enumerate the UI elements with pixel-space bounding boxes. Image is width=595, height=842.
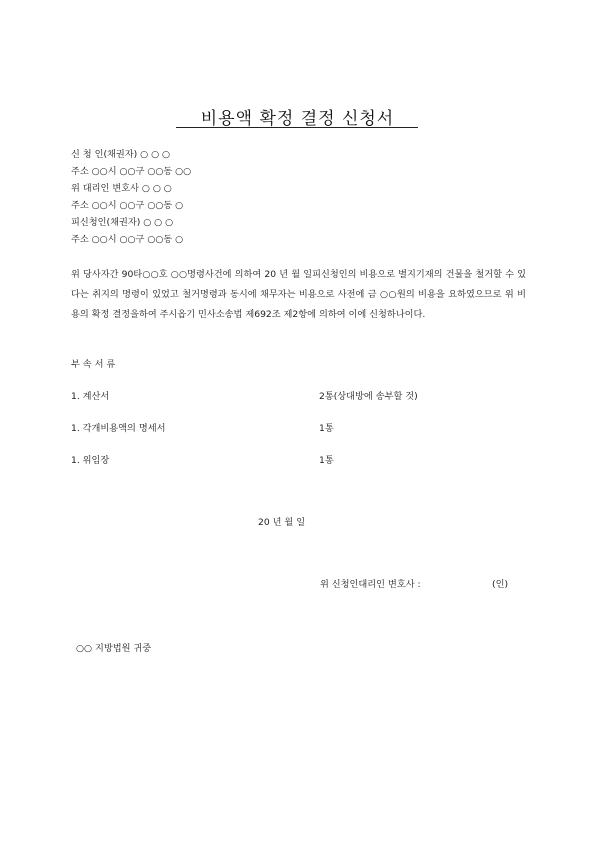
attachment-count: 1통 — [319, 423, 334, 434]
attachment-count: 1통 — [319, 455, 334, 466]
attachment-count: 2통(상대방에 송부할 것) — [319, 391, 418, 402]
seal-mark: (인) — [492, 579, 509, 590]
attorney-address: 주소 ○○시 ○○구 ○○동 ○ — [71, 200, 184, 211]
attachments-heading: 부 속 서 류 — [71, 359, 116, 370]
applicant-address: 주소 ○○시 ○○구 ○○동 ○○ — [71, 166, 192, 177]
attachment-name: 1. 각개비용액의 명세서 — [71, 423, 166, 434]
document-title: 비용액 확정 결정 신청서 — [200, 109, 395, 129]
court-addressee: ○○ 지방법원 귀중 — [76, 643, 152, 654]
signature-label: 위 신청인대리인 변호사 : — [320, 579, 421, 590]
application-body: 위 당사자간 90타○○호 ○○명령사건에 의하여 20 년 월 일피신청인의 비용으로 별지기재의 건물을 철거할 수 있다는 취지의 명령이 있었고 철거명령과 동시에 채무자는 비용으로 사전에 금 ○○원의 비용을 요하였으므로 위 비용의 확정 결정을하여 주시옵기 민사소송법 제692조 제2항에 의하여 이에 신청하나이다. — [71, 269, 526, 320]
attachment-name: 1. 계산서 — [71, 391, 110, 402]
title-underline — [176, 127, 418, 128]
attachment-name: 1. 위임장 — [71, 455, 110, 466]
respondent-address: 주소 ○○시 ○○구 ○○동 ○ — [71, 234, 184, 245]
respondent-line: 피신청인(채권자) ○ ○ ○ — [71, 217, 174, 228]
application-date: 20 년 월 일 — [258, 517, 306, 528]
attorney-line: 위 대리인 변호사 ○ ○ ○ — [71, 183, 172, 194]
applicant-line: 신 청 인(채권자) ○ ○ ○ — [71, 149, 171, 160]
